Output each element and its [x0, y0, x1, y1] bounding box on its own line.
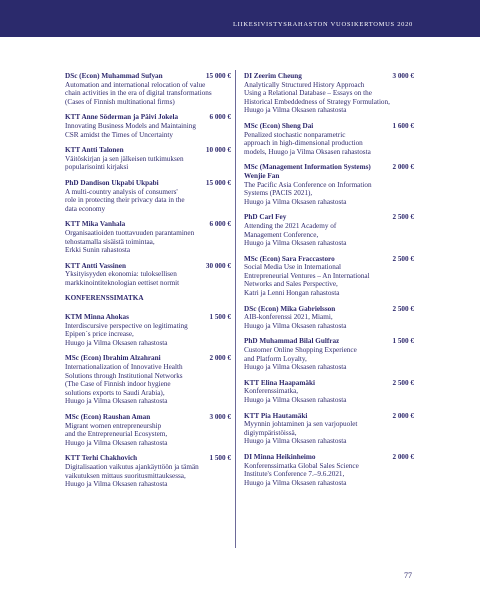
grant-description: Analytically Structured History Approach Using a Relational Database – Essays on the Historical Embeddedness of Strategy Formulation, Huugo ja Vilma Oksasen rahastosta	[244, 80, 390, 115]
grant-entry	[65, 220, 231, 254]
grant-entry-header	[65, 220, 231, 229]
grant-description: Organisaatioiden tuottavuuden parantaminen tehostamalla sisäistä toimintaa, Erkki Sunin rahastosta	[65, 228, 195, 255]
grant-amount: 10 000 €	[205, 146, 231, 155]
recipient-name: MSc (Management Information Systems) Wenjie Fan	[244, 163, 371, 180]
grant-entry	[244, 72, 414, 115]
recipient-name: KTM Minna Ahokas	[65, 313, 129, 322]
grant-amount: 2 000 €	[392, 163, 414, 172]
recipient-name: PhD Dandison Ukpabi Ukpabi	[65, 178, 159, 187]
page-number: 77	[404, 571, 412, 580]
grant-description: Yksityisyyden ekonomia: tuloksellisen markkinointiteknologian eettiset normit	[65, 270, 180, 287]
grant-description: Attending the 2021 Academy of Management Conference, Huugo ja Vilma Oksasen rahastosta	[244, 221, 347, 248]
grant-amount: 2 000 €	[392, 452, 414, 461]
grant-entry	[244, 163, 414, 206]
grant-description: Social Media Use in International Entrepreneurial Ventures – An International Networks and Sales Perspective, Katri ja Lenni Hongan rahastosta	[244, 263, 370, 298]
grant-amount: 15 000 €	[205, 72, 231, 80]
grant-list-right	[244, 72, 414, 487]
grant-entry-header	[65, 354, 231, 363]
grant-description: A multi-country analysis of consumers' role in protecting their privacy data in the data economy	[65, 187, 185, 213]
grant-entry-header	[244, 72, 414, 81]
recipient-name: DI Minna Heikinheimo	[244, 452, 316, 461]
grant-description: Customer Online Shopping Experience and Platform Loyalty, Huugo ja Vilma Oksasen rahastosta	[244, 346, 357, 372]
grant-entry	[65, 454, 231, 488]
grant-entry-header	[65, 72, 231, 81]
grant-entry-header	[65, 113, 231, 122]
grant-description: The Pacific Asia Conference on Information Systems (PACIS 2021), Huugo ja Vilma Oksasen rahastosta	[244, 180, 372, 206]
recipient-name: DSc (Econ) Muhammad Sufyan	[65, 72, 163, 80]
recipient-name: DI Zeerim Cheung	[244, 72, 302, 80]
grant-amount: 2 000 €	[209, 354, 231, 363]
recipient-name: KTT Mika Vanhala	[65, 220, 126, 229]
grant-amount: 3 000 €	[209, 413, 231, 421]
left-column	[65, 72, 231, 496]
grant-entry	[244, 122, 414, 156]
recipient-name: MSc (Econ) Raushan Aman	[65, 413, 151, 421]
section-heading: KONFERENSSIMATKA	[65, 294, 144, 303]
grant-entry	[244, 337, 414, 371]
grant-entry	[65, 113, 231, 139]
conference-grant-list-left	[65, 313, 231, 489]
grant-description: Interdiscursive perspective on legitimating Epipen´s price increase, Huugo ja Vilma Oksasen rahastosta	[65, 321, 188, 347]
grant-entry-header	[244, 305, 414, 314]
grant-description: Digitalisaation vaikutus ajankäyttöön ja tämän vaikutuksen mittaus suoritusmittauksessa, Huugo ja Vilma Oksasen rahastosta	[65, 462, 199, 489]
recipient-name: MSc (Econ) Sheng Dai	[244, 121, 314, 130]
grant-entry	[244, 453, 414, 487]
grant-description: Väitöskirjan ja sen jälkeisen tutkimuksen popularisointi kirjaksi	[65, 154, 184, 172]
grant-entry-header	[65, 413, 231, 422]
grant-description: AIB-konferenssi 2021, Miami, Huugo ja Vilma Oksasen rahastosta	[244, 313, 347, 330]
grant-amount: 6 000 €	[209, 220, 231, 229]
grant-entry	[65, 262, 231, 288]
grant-description: Innovating Business Models and Maintaining CSR amidst the Times of Uncertainty	[65, 121, 196, 139]
right-column	[244, 72, 414, 494]
report-title: LIIKESIVISTYSRAHASTON VUOSIKERTOMUS 2020	[232, 21, 413, 28]
grant-entry-header	[244, 412, 414, 421]
grant-entry	[65, 354, 231, 406]
recipient-name: KTT Anne Söderman ja Päivi Jokela	[65, 113, 179, 122]
grant-entry	[65, 72, 231, 106]
grant-entry	[65, 413, 231, 447]
grant-entry	[244, 379, 414, 405]
recipient-name: PhD Carl Fey	[244, 213, 287, 222]
grant-description: Konferenssimatka, Huugo ja Vilma Oksasen rahastosta	[244, 387, 347, 404]
grant-amount: 3 000 €	[392, 72, 414, 80]
grant-description: Konferenssimatka Global Sales Science Institute's Conference 7.–9.6.2021, Huugo ja Vilma Oksasen rahastosta	[244, 461, 359, 487]
grant-entry	[65, 146, 231, 172]
grant-entry-header	[244, 213, 414, 222]
grant-entry-header	[244, 337, 414, 346]
grant-amount: 2 500 €	[392, 254, 414, 263]
recipient-name: PhD Muhammad Bilal Gulfraz	[244, 337, 340, 346]
recipient-name: KTT Antti Talonen	[65, 146, 124, 155]
grant-entry	[65, 313, 231, 347]
recipient-name: DSc (Econ) Mika Gabrielsson	[244, 304, 336, 313]
grant-amount: 2 500 €	[392, 378, 414, 387]
grant-amount: 1 500 €	[209, 454, 231, 463]
grant-entry-header	[244, 453, 414, 462]
grant-entry	[244, 213, 414, 247]
grant-entry-header	[65, 179, 231, 188]
header-bar	[0, 0, 480, 37]
grant-entry-header	[244, 255, 414, 264]
recipient-name: KTT Pia Hautamäki	[244, 411, 308, 420]
column-divider	[235, 70, 236, 548]
grant-amount: 1 600 €	[392, 121, 414, 130]
grant-entry-header	[65, 313, 231, 322]
grant-entry-header	[65, 146, 231, 155]
grant-amount: 1 500 €	[392, 337, 414, 346]
recipient-name: KTT Elina Haapamäki	[244, 378, 315, 387]
recipient-name: MSc (Econ) Sara Fraccastoro	[244, 254, 335, 263]
grant-entry-header	[65, 262, 231, 271]
grant-entry	[244, 305, 414, 331]
grant-description: Myynnin johtaminen ja sen varjopuolet digiympäristöissä, Huugo ja Vilma Oksasen rahastosta	[244, 420, 358, 446]
grant-amount: 30 000 €	[205, 261, 231, 270]
grant-amount: 2 500 €	[392, 213, 414, 222]
grant-entry-header	[244, 122, 414, 131]
grant-list-left	[65, 72, 231, 287]
recipient-name: KTT Terhi Chakhovich	[65, 454, 138, 463]
grant-entry	[244, 412, 414, 446]
grant-amount: 1 500 €	[209, 313, 231, 322]
grant-amount: 15 000 €	[205, 178, 231, 187]
grant-description: Migrant women entrepreneurship and the Entrepreneurial Ecosystem, Huugo ja Vilma Oksasen rahastosta	[65, 421, 168, 447]
grant-amount: 2 000 €	[392, 411, 414, 420]
grant-amount: 6 000 €	[209, 113, 231, 122]
recipient-name: KTT Antti Vassinen	[65, 261, 126, 270]
grant-entry-header	[65, 454, 231, 463]
grant-entry-header	[244, 163, 414, 180]
grant-entry	[244, 255, 414, 298]
grant-amount: 2 500 €	[392, 304, 414, 313]
recipient-name: MSc (Econ) Ibrahim Alzahrani	[65, 354, 161, 363]
grant-description: Penalized stochastic nonparametric approach in high-dimensional production models, Huugo ja Vilma Oksasen rahastosta	[244, 130, 371, 156]
grant-description: Automation and international relocation of value chain activities in the era of digital transformations (Cases of Finnish multinational firms)	[65, 80, 212, 106]
grant-entry-header	[244, 379, 414, 388]
grant-entry	[65, 179, 231, 213]
grant-description: Internationalization of Innovative Health Solutions through Institutional Networks (The Case of Finnish indoor hygiene solutions exports to Saudi Arabia), Huugo ja Vilma Oksasen rahastosta	[65, 363, 183, 406]
